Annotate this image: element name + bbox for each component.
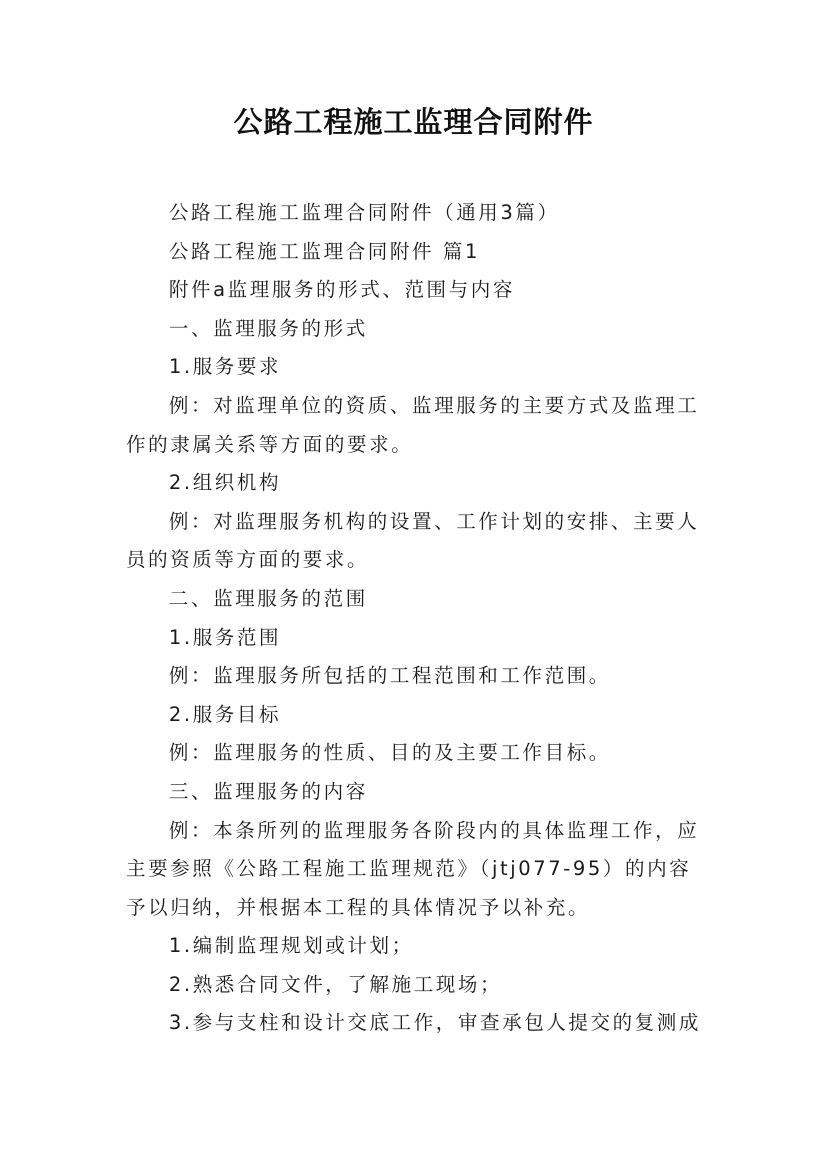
paragraph: 公路工程施工监理合同附件（通用3篇） [168, 201, 560, 224]
section-heading: 二、监理服务的范围 [168, 586, 368, 610]
list-item: 2.熟悉合同文件，了解施工现场； [168, 972, 503, 996]
section-heading: 三、监理服务的内容 [168, 779, 368, 803]
paragraph: 例：监理服务的性质、目的及主要工作目标。 [168, 741, 611, 765]
subheading: 1.服务要求 [168, 355, 282, 379]
paragraph: 附件a监理服务的形式、范围与内容 [168, 278, 515, 302]
paragraph: 公路工程施工监理合同附件 篇1 [168, 239, 480, 263]
list-item: 1.编制监理规划或计划； [168, 934, 414, 958]
document-body [126, 194, 704, 1043]
paragraph: 例：对监理单位的资质、监理服务的主要方式及监理工作的隶属关系等方面的要求。 [126, 393, 700, 456]
section-heading: 一、监理服务的形式 [168, 316, 368, 340]
paragraph: 例：本条所列的监理服务各阶段内的具体监理工作，应主要参照《公路工程施工监理规范》（jtj077-95）的内容予以归纳，并根据本工程的具体情况予以补充。 [126, 818, 700, 919]
subheading: 2.组织机构 [168, 471, 282, 495]
paragraph: 例：对监理服务机构的设置、工作计划的安排、主要人员的资质等方面的要求。 [126, 509, 700, 572]
subheading: 1.服务范围 [168, 625, 282, 649]
list-item: 3.参与支柱和设计交底工作，审查承包人提交的复测成 [168, 1011, 701, 1035]
document-title: 公路工程施工监理合同附件 [233, 105, 594, 139]
subheading: 2.服务目标 [168, 702, 282, 726]
paragraph: 例：监理服务所包括的工程范围和工作范围。 [168, 664, 611, 688]
